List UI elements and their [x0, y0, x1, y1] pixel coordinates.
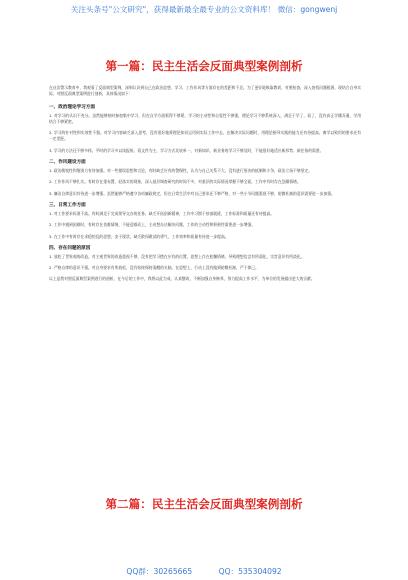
article-title-2: 第二篇：民主生活会反面典型案例剖析 [105, 497, 303, 511]
section-heading: 四、存在问题的原因 [49, 245, 91, 251]
section-heading: 三、日常工作方面 [49, 202, 86, 208]
article-body [49, 85, 361, 283]
section-heading: 一、政治理论学习方面 [49, 104, 95, 110]
section-heading: 二、作风建设方面 [49, 160, 86, 166]
section-item: 2. 工作作风不够扎实。有时存在重布置、轻落实的现象，深入基层调查研究的时间不多，对基层的实际情况掌握不够全面，工作中有时存在急躁情绪。 [49, 179, 301, 185]
sections-container [49, 104, 361, 272]
footer-contact [0, 566, 408, 577]
section-item: 1. 对学习的认识不充分。虽然能够按时参加集中学习，但在自学方面抓得不够紧，学习的主动性和自觉性不够强，理论学习不够系统深入，满足于学了、看了，没有真正学懂弄通，学用结合不够紧密。 [49, 112, 361, 124]
section-item: 2. 学习的针对性和实效性不强。对学习内容缺乏深入思考，没有很好地将理论知识运用到实际工作中去，在解决实际问题时，用理论指导实践的能力还有待提高，离学以致用的要求还有一定差距。 [49, 130, 361, 142]
footer-qq: QQ：535304092 [218, 567, 282, 576]
article-title-1: 第一篇：民主生活会反面典型案例剖析 [105, 59, 303, 73]
section [49, 245, 361, 272]
section [49, 202, 361, 240]
section [49, 104, 361, 154]
section-item: 1. 对工作要求标准不高。有时满足于完成领导交办的任务，缺乏开拓创新精神，工作中习惯于按部就班，工作标准和质量还有待提高。 [49, 210, 275, 216]
promo-banner: 关注头条号"公文研究"，获得最新最全最专业的公文资料库！ 微信：gongwenj [70, 5, 338, 14]
closing-paragraph: 以上是我对照反面典型案例进行的剖析，在今后的工作中，我将以此为戒，认真整改，不断加强自身修养，努力提高工作水平，为单位的发展做出更大的贡献。 [49, 276, 315, 282]
section-item: 1. 放松了世界观的改造。对主观世界的改造重视不够，没有把学习摆在应有的位置，思想上存在松懈情绪，导致理想信念有所弱化，宗旨意识有所淡化。 [49, 253, 305, 259]
section-item: 2. 工作中遇到困难时，有时存在畏难情绪，不能迎难而上，主动想办法解决问题，工作的主动性和积极性需要进一步增强。 [49, 222, 256, 228]
intro-paragraph: 在这次警示教育中，我观看了反面典型案例，深刻认识到自己在政治思想、学习、工作作风等方面存在的差距和不足。为了更好地吸取教训，对照检查，深入查找问题根源，现结合自身实际，对照反面典型案例进行剖析，具体情况如下： [49, 85, 361, 97]
section-item: 3. 学习的方法还不够多样。平时的学习多以读报纸、看文件为主，学习方式比较单一，对新知识、新业务的学习不够及时，不能很好地适应新形势、新任务的需要。 [49, 147, 324, 153]
section-item: 2. 严格自律的意识不强。对自身要求有所放松，没有始终保持清醒的头脑，在思想上、行动上没有做到防微杜渐，严于律己。 [49, 265, 259, 271]
section [49, 159, 361, 197]
section-item: 1. 政治敏锐性和鉴别力有待加强。对一些错误思想和言论，有时缺乏应有的警惕性，认为与自己关系不大，没有进行坚决的抵制和斗争，政治立场不够坚定。 [49, 168, 313, 174]
footer-qq-group: QQ群：30265665 [126, 567, 193, 576]
section-item: 3. 在工作中有时存在求稳怕乱的思想，安于现状，缺乏敢闯敢试的勇气，工作效率和质量有待进一步提高。 [49, 233, 229, 239]
section-item: 3. 廉洁自律意识有待进一步增强。虽然能够严格遵守各项廉政规定，但在日常生活中对自己要求还不够严格，对一些小节问题重视不够，防微杜渐的意识需要进一步加强。 [49, 190, 335, 196]
